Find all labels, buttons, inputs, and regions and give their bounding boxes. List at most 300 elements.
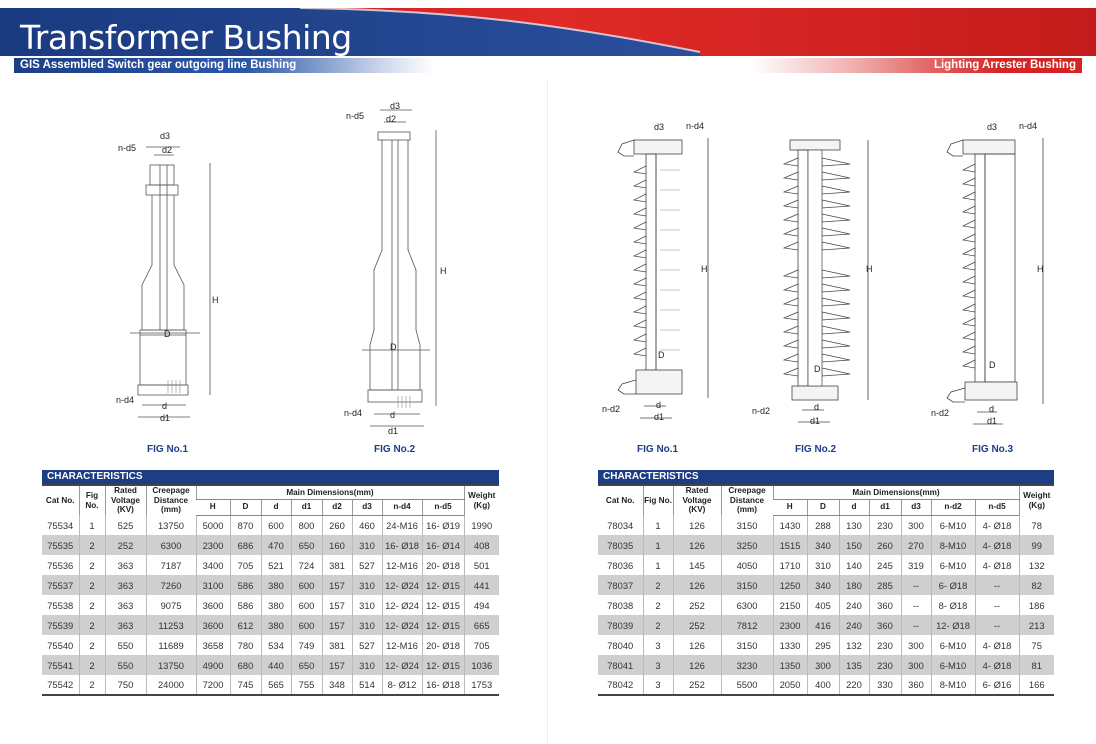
table-cell: 380 — [261, 575, 291, 595]
table-cell: 81 — [1019, 655, 1054, 675]
table-cell: 78038 — [607, 599, 634, 611]
table-cell: 360 — [901, 675, 931, 695]
table-cell: 5000 — [196, 515, 230, 535]
dim-label-d1: d1 — [388, 426, 399, 436]
table-cell: 7187 — [146, 555, 196, 575]
table-cell: 166 — [1019, 675, 1054, 695]
table-cell: 514 — [352, 675, 382, 695]
table-cell: 2 — [643, 575, 673, 595]
table-cell: 16- Ø14 — [422, 535, 464, 555]
table-cell: 130 — [839, 515, 869, 535]
table-cell: 11253 — [146, 615, 196, 635]
table-cell: 2050 — [773, 675, 807, 695]
table-cell: 160 — [322, 535, 352, 555]
table-cell: 12- Ø15 — [422, 615, 464, 635]
table-cell: 3 — [643, 675, 673, 695]
table-cell: 6- Ø16 — [975, 675, 1019, 695]
table-cell: 260 — [869, 535, 901, 555]
table-cell: 180 — [839, 575, 869, 595]
table-cell: 1 — [643, 555, 673, 575]
table-row — [42, 675, 499, 695]
table-cell: 527 — [352, 635, 382, 655]
table-cell: 295 — [807, 635, 839, 655]
table-cell: 405 — [807, 595, 839, 615]
table-cell: 1 — [643, 515, 673, 535]
table-cell: 780 — [230, 635, 261, 655]
table-cell: 75541 — [42, 655, 79, 675]
table-row — [42, 595, 499, 615]
table-cell: 501 — [464, 555, 499, 575]
table-cell: 4050 — [721, 555, 773, 575]
table-cell: 7200 — [196, 675, 230, 695]
table-cell: 6-M10 — [931, 555, 975, 575]
table-cell: 2 — [79, 635, 105, 655]
dim-label-n-d5: n-d5 — [118, 143, 137, 153]
table-cell: 600 — [261, 515, 291, 535]
section-title-left: GIS Assembled Switch gear outgoing line Bushing — [14, 58, 434, 73]
table-cell: 78040 — [607, 639, 634, 651]
col-header-d3: d3 — [352, 499, 382, 515]
table-cell: 12-M16 — [382, 635, 422, 655]
dim-label-n-d4: n-d4 — [344, 408, 363, 418]
table-row — [42, 555, 499, 575]
col-header-d1: d1 — [291, 499, 322, 515]
table-cell: 1250 — [773, 575, 807, 595]
table-cell: 3600 — [196, 595, 230, 615]
dim-label-n-d4: n-d4 — [116, 395, 135, 405]
table-cell: 75 — [1019, 635, 1054, 655]
dim-label-d2: d2 — [162, 145, 173, 155]
dim-label-D: D — [814, 364, 821, 374]
table-cell: -- — [975, 595, 1019, 615]
table-row — [42, 655, 499, 675]
table-cell: 12- Ø15 — [422, 595, 464, 615]
dim-label-n-d4: n-d4 — [686, 121, 705, 131]
table-cell: 78 — [1019, 515, 1054, 535]
table-cell: 363 — [105, 615, 146, 635]
table-cell: 240 — [839, 595, 869, 615]
table-cell: 230 — [869, 635, 901, 655]
table-cell: 348 — [322, 675, 352, 695]
table-cell: 1753 — [464, 675, 499, 695]
dim-label-D: D — [658, 350, 665, 360]
table-cell: 126 — [673, 575, 721, 595]
col-header-D: D — [230, 499, 261, 515]
table-cell: 750 — [105, 675, 146, 695]
table-cell: 4- Ø18 — [975, 535, 1019, 555]
table-cell: 380 — [261, 615, 291, 635]
table-body-left — [42, 515, 499, 695]
table-cell: 126 — [673, 655, 721, 675]
table-cell: 565 — [261, 675, 291, 695]
dim-label-d1: d1 — [987, 416, 998, 426]
table-cell: 870 — [230, 515, 261, 535]
col-header-d: d — [839, 499, 869, 515]
dim-label-d2: d2 — [386, 114, 397, 124]
table-cell: 20- Ø18 — [422, 555, 464, 575]
table-cell: 78036 — [607, 559, 634, 571]
dim-label-n-d2: n-d2 — [602, 404, 621, 414]
table-cell: 7812 — [721, 615, 773, 635]
table-cell: 13750 — [146, 655, 196, 675]
table-cell: 3100 — [196, 575, 230, 595]
characteristics-table-left — [42, 484, 499, 696]
table-row — [42, 515, 499, 535]
table-cell: 12- Ø24 — [382, 615, 422, 635]
table-cell: 126 — [673, 515, 721, 535]
col-header-n-d4: n-d4 — [382, 499, 422, 515]
col-header-rated-voltage: Rated Voltage (KV) — [673, 485, 721, 515]
dim-label-d3: d3 — [390, 101, 401, 111]
dim-label-d3: d3 — [654, 122, 665, 132]
table-cell: 1330 — [773, 635, 807, 655]
table-cell: 340 — [807, 575, 839, 595]
header-banner — [0, 8, 1096, 56]
table-cell: 12- Ø24 — [382, 575, 422, 595]
table-cell: 586 — [230, 595, 261, 615]
table-cell: 126 — [673, 535, 721, 555]
table-cell: -- — [975, 575, 1019, 595]
table-cell: 252 — [673, 595, 721, 615]
table-cell: 8-M10 — [931, 675, 975, 695]
table-cell: 6300 — [146, 535, 196, 555]
table-cell: 78041 — [598, 655, 643, 675]
table-cell: 2 — [643, 595, 673, 615]
dim-label-n-d2: n-d2 — [931, 408, 950, 418]
col-header-H: H — [773, 499, 807, 515]
table-body-right — [598, 515, 1054, 695]
table-cell: 3230 — [721, 655, 773, 675]
arrester-bushing-fig-3-drawing — [925, 118, 1055, 430]
table-cell: 494 — [464, 595, 499, 615]
table-cell: 521 — [261, 555, 291, 575]
table-cell: 252 — [673, 675, 721, 695]
dim-label-d3: d3 — [160, 131, 171, 141]
table-cell: 78035 — [598, 535, 643, 555]
table-cell: 12- Ø24 — [382, 595, 422, 615]
table-cell: 408 — [464, 535, 499, 555]
table-cell: 230 — [869, 515, 901, 535]
col-header-cat-no: Cat No. — [598, 485, 643, 515]
table-cell: 3658 — [196, 635, 230, 655]
table-cell: 2 — [79, 555, 105, 575]
table-cell: 1430 — [773, 515, 807, 535]
table-cell: 441 — [464, 575, 499, 595]
table-cell: 310 — [352, 595, 382, 615]
table-row — [598, 515, 1054, 535]
arrester-bushing-fig-2 — [750, 130, 880, 430]
table-cell: 1036 — [464, 655, 499, 675]
col-header-rated-voltage: Rated Voltage (KV) — [105, 485, 146, 515]
col-header-fig-no: Fig No. — [643, 485, 673, 515]
table-cell: 310 — [352, 615, 382, 635]
table-cell: 245 — [869, 555, 901, 575]
col-header-weight: Weight (Kg) — [464, 485, 499, 515]
table-cell: 360 — [869, 615, 901, 635]
table-cell: 145 — [673, 555, 721, 575]
table-cell: 150 — [839, 535, 869, 555]
table-cell: 300 — [901, 515, 931, 535]
table-cell: 3150 — [721, 515, 773, 535]
dim-label-H: H — [701, 264, 708, 274]
table-cell: 230 — [869, 655, 901, 675]
table-cell: 800 — [291, 515, 322, 535]
table-cell: 16- Ø18 — [422, 675, 464, 695]
table-cell: 360 — [869, 595, 901, 615]
table-row — [598, 655, 1054, 675]
table-cell: 135 — [839, 655, 869, 675]
table-cell: 5500 — [721, 675, 773, 695]
table-cell: 9075 — [146, 595, 196, 615]
right-fig-2-label: FIG No.2 — [795, 444, 837, 455]
table-cell: 132 — [1019, 555, 1054, 575]
table-cell: 75536 — [47, 559, 74, 571]
table-cell: 2 — [79, 675, 105, 695]
table-cell: 20- Ø18 — [422, 635, 464, 655]
table-cell: 1990 — [464, 515, 499, 535]
col-header-n-d2: n-d2 — [931, 499, 975, 515]
gis-bushing-fig-1 — [110, 125, 240, 435]
table-cell: 1 — [643, 535, 673, 555]
table-cell: 300 — [807, 655, 839, 675]
table-cell: 363 — [105, 575, 146, 595]
table-cell: 260 — [322, 515, 352, 535]
table-cell: 75542 — [42, 675, 79, 695]
col-header-d: d — [261, 499, 291, 515]
dim-label-n-d2: n-d2 — [752, 406, 771, 416]
table-cell: 300 — [901, 655, 931, 675]
col-header-n-d5: n-d5 — [975, 499, 1019, 515]
table-cell: 78039 — [598, 615, 643, 635]
table-cell: 126 — [673, 635, 721, 655]
dim-label-n-d5: n-d5 — [346, 111, 365, 121]
table-cell: 330 — [869, 675, 901, 695]
table-cell: 340 — [807, 535, 839, 555]
table-cell: 310 — [352, 575, 382, 595]
col-header-D: D — [807, 499, 839, 515]
table-cell: 4900 — [196, 655, 230, 675]
dim-label-d: d — [814, 402, 820, 412]
table-cell: 78034 — [607, 519, 634, 531]
table-cell: 4- Ø18 — [975, 655, 1019, 675]
table-cell: 745 — [230, 675, 261, 695]
arrester-bushing-fig-2-drawing — [750, 130, 880, 430]
table-cell: 363 — [105, 555, 146, 575]
table-cell: 240 — [839, 615, 869, 635]
gis-bushing-fig-2 — [340, 100, 460, 440]
table-cell: 157 — [322, 615, 352, 635]
left-fig-1-label: FIG No.1 — [147, 444, 189, 455]
table-cell: 252 — [105, 535, 146, 555]
table-cell: 1710 — [773, 555, 807, 575]
table-cell: 705 — [230, 555, 261, 575]
table-cell: 132 — [839, 635, 869, 655]
table-cell: 686 — [230, 535, 261, 555]
table-cell: 400 — [807, 675, 839, 695]
dim-label-d: d — [390, 410, 396, 420]
table-cell: 600 — [291, 575, 322, 595]
table-cell: 380 — [261, 595, 291, 615]
table-cell: 1515 — [773, 535, 807, 555]
table-cell: 75537 — [42, 575, 79, 595]
table-cell: 75535 — [42, 535, 79, 555]
table-cell: 7260 — [146, 575, 196, 595]
dim-label-d: d — [162, 401, 168, 411]
table-cell: 310 — [352, 655, 382, 675]
table-cell: 2 — [643, 615, 673, 635]
table-cell: 600 — [291, 615, 322, 635]
table-cell: 1 — [79, 515, 105, 535]
table-cell: 6-M10 — [931, 515, 975, 535]
table-cell: 460 — [352, 515, 382, 535]
table-cell: 586 — [230, 575, 261, 595]
table-cell: 82 — [1019, 575, 1054, 595]
page-divider — [547, 80, 548, 744]
table-cell: 470 — [261, 535, 291, 555]
table-cell: 2150 — [773, 595, 807, 615]
left-fig-2-label: FIG No.2 — [374, 444, 416, 455]
table-cell: 612 — [230, 615, 261, 635]
dim-label-H: H — [1037, 264, 1044, 274]
table-cell: 749 — [291, 635, 322, 655]
table-cell: 12- Ø15 — [422, 655, 464, 675]
table-cell: 6-M10 — [931, 635, 975, 655]
table-cell: 416 — [807, 615, 839, 635]
table-cell: 600 — [291, 595, 322, 615]
col-header-d3: d3 — [901, 499, 931, 515]
table-cell: 75538 — [47, 599, 74, 611]
table-cell: 4- Ø18 — [975, 515, 1019, 535]
table-cell: 75534 — [47, 519, 74, 531]
dim-label-d1: d1 — [810, 416, 821, 426]
col-header-d1: d1 — [869, 499, 901, 515]
table-cell: 140 — [839, 555, 869, 575]
table-cell: 78037 — [598, 575, 643, 595]
table-cell: 3150 — [721, 635, 773, 655]
dim-label-d: d — [656, 400, 662, 410]
table-cell: 2300 — [196, 535, 230, 555]
table-cell: 310 — [807, 555, 839, 575]
table-cell: 550 — [105, 635, 146, 655]
arrester-bushing-fig-3 — [925, 118, 1055, 430]
table-cell: 6300 — [721, 595, 773, 615]
table-row — [598, 635, 1054, 655]
table-cell: 157 — [322, 595, 352, 615]
gis-bushing-fig-2-drawing — [340, 100, 460, 440]
dim-label-H: H — [866, 264, 873, 274]
table-cell: 2 — [79, 655, 105, 675]
table-cell: 534 — [261, 635, 291, 655]
characteristics-table-right — [598, 484, 1054, 696]
table-cell: 665 — [464, 615, 499, 635]
dim-label-H: H — [440, 266, 447, 276]
table-cell: 24000 — [146, 675, 196, 695]
table-cell: 2 — [79, 575, 105, 595]
col-header-n-d5: n-d5 — [422, 499, 464, 515]
table-row — [598, 535, 1054, 555]
table-cell: -- — [901, 595, 931, 615]
col-header-cat-no: Cat No. — [42, 485, 79, 515]
dim-label-D: D — [989, 360, 996, 370]
characteristics-heading-left: CHARACTERISTICS — [42, 470, 499, 484]
table-cell: 8-M10 — [931, 535, 975, 555]
dim-label-d: d — [989, 404, 995, 414]
table-cell: 3600 — [196, 615, 230, 635]
table-cell: 2 — [79, 595, 105, 615]
table-row — [598, 555, 1054, 575]
table-cell: 2300 — [773, 615, 807, 635]
table-cell: 3250 — [721, 535, 773, 555]
table-cell: -- — [901, 615, 931, 635]
arrester-bushing-fig-1-drawing — [600, 118, 720, 428]
table-cell: 2 — [79, 535, 105, 555]
table-cell: 4- Ø18 — [975, 555, 1019, 575]
col-header-creepage-distance: Creepage Distance (mm) — [146, 485, 196, 515]
table-cell: 157 — [322, 575, 352, 595]
table-cell: 650 — [291, 535, 322, 555]
table-cell: 78042 — [598, 675, 643, 695]
table-cell: 300 — [901, 635, 931, 655]
table-cell: 319 — [901, 555, 931, 575]
table-cell: 755 — [291, 675, 322, 695]
table-cell: 24-M16 — [382, 515, 422, 535]
dim-label-d3: d3 — [987, 122, 998, 132]
table-cell: 157 — [322, 655, 352, 675]
table-cell: 16- Ø19 — [422, 515, 464, 535]
table-cell: 310 — [352, 535, 382, 555]
right-fig-3-label: FIG No.3 — [972, 444, 1014, 455]
table-cell: -- — [901, 575, 931, 595]
table-row — [42, 615, 499, 635]
table-cell: -- — [975, 615, 1019, 635]
table-row — [42, 575, 499, 595]
table-cell: 213 — [1019, 615, 1054, 635]
table-cell: 252 — [673, 615, 721, 635]
table-cell: 525 — [105, 515, 146, 535]
table-cell: 75540 — [47, 639, 74, 651]
table-cell: 3 — [643, 655, 673, 675]
table-cell: 3 — [643, 635, 673, 655]
table-cell: 440 — [261, 655, 291, 675]
right-fig-1-label: FIG No.1 — [637, 444, 679, 455]
table-cell: 527 — [352, 555, 382, 575]
col-group-main-dimensions: Main Dimensions(mm) — [773, 485, 1019, 499]
table-cell: 12- Ø18 — [931, 615, 975, 635]
dim-label-D: D — [390, 342, 397, 352]
table-cell: 288 — [807, 515, 839, 535]
table-cell: 724 — [291, 555, 322, 575]
table-row — [598, 615, 1054, 635]
col-header-weight: Weight (Kg) — [1019, 485, 1054, 515]
table-cell: 75539 — [42, 615, 79, 635]
table-cell: 6-M10 — [931, 655, 975, 675]
table-row — [42, 635, 499, 655]
table-cell: 1350 — [773, 655, 807, 675]
characteristics-heading-right: CHARACTERISTICS — [598, 470, 1054, 484]
table-row — [598, 575, 1054, 595]
table-cell: 8- Ø18 — [931, 595, 975, 615]
table-cell: 381 — [322, 555, 352, 575]
table-cell: 2 — [79, 615, 105, 635]
col-header-d2: d2 — [322, 499, 352, 515]
table-cell: 3150 — [721, 575, 773, 595]
table-cell: 12- Ø24 — [382, 655, 422, 675]
table-cell: 186 — [1019, 595, 1054, 615]
table-cell: 550 — [105, 655, 146, 675]
table-cell: 285 — [869, 575, 901, 595]
table-cell: 650 — [291, 655, 322, 675]
table-cell: 11689 — [146, 635, 196, 655]
